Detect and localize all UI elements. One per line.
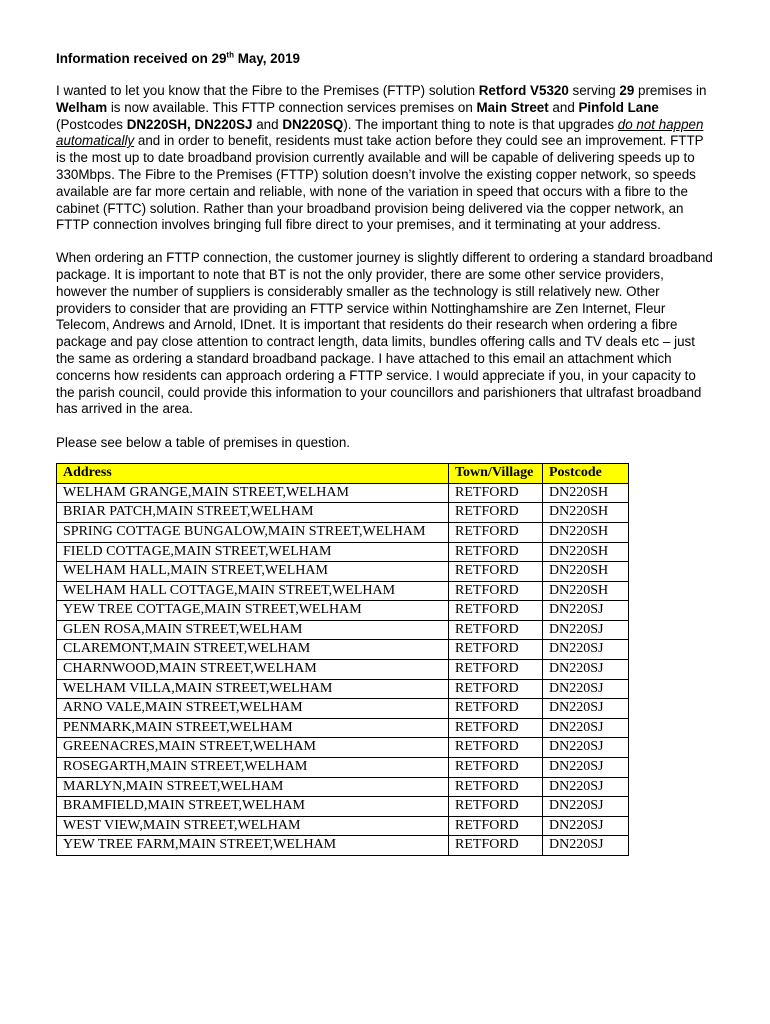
table-row <box>57 620 629 640</box>
table-row <box>57 836 629 856</box>
cell-postcode: DN220SJ <box>543 718 629 738</box>
text-run: (Postcodes <box>56 116 127 132</box>
cell-town-village: RETFORD <box>449 522 543 542</box>
document-heading <box>56 50 716 67</box>
table-row <box>57 522 629 542</box>
cell-address: CHARNWOOD,MAIN STREET,WELHAM <box>57 660 449 680</box>
table-row <box>57 581 629 601</box>
cell-address: WELHAM GRANGE,MAIN STREET,WELHAM <box>57 483 449 503</box>
bold-run: Pinfold Lane <box>578 99 659 115</box>
bold-run: Main Street <box>476 99 549 115</box>
table-row <box>57 601 629 621</box>
heading-text: Information received on 29 <box>56 51 227 66</box>
cell-address: WEST VIEW,MAIN STREET,WELHAM <box>57 816 449 836</box>
cell-town-village: RETFORD <box>449 562 543 582</box>
cell-town-village: RETFORD <box>449 601 543 621</box>
cell-address: YEW TREE FARM,MAIN STREET,WELHAM <box>57 836 449 856</box>
cell-town-village: RETFORD <box>449 483 543 503</box>
heading-tail: May, 2019 <box>233 51 300 66</box>
cell-postcode: DN220SH <box>543 562 629 582</box>
cell-town-village: RETFORD <box>449 797 543 817</box>
bold-run: DN220SH, DN220SJ <box>126 116 253 132</box>
premises-table-body <box>57 483 629 855</box>
cell-postcode: DN220SH <box>543 542 629 562</box>
text-run: and <box>548 99 579 115</box>
cell-address: PENMARK,MAIN STREET,WELHAM <box>57 718 449 738</box>
text-run: serving <box>568 83 620 98</box>
table-row <box>57 483 629 503</box>
table-row <box>57 738 629 758</box>
emphasis-run-text: do not happen automatically <box>56 116 704 149</box>
cell-town-village: RETFORD <box>449 758 543 778</box>
text-run: premises in <box>634 83 707 98</box>
cell-address: WELHAM HALL,MAIN STREET,WELHAM <box>57 562 449 582</box>
cell-address: WELHAM HALL COTTAGE,MAIN STREET,WELHAM <box>57 581 449 601</box>
bold-run: DN220SQ <box>282 116 344 132</box>
cell-postcode: DN220SJ <box>543 816 629 836</box>
header-address: Address <box>57 464 449 484</box>
header-postcode: Postcode <box>543 464 629 484</box>
cell-town-village: RETFORD <box>449 816 543 836</box>
cell-address: FIELD COTTAGE,MAIN STREET,WELHAM <box>57 542 449 562</box>
premises-table <box>56 463 629 856</box>
cell-address: BRIAR PATCH,MAIN STREET,WELHAM <box>57 503 449 523</box>
table-row <box>57 542 629 562</box>
table-row <box>57 562 629 582</box>
bold-run: Welham <box>56 99 108 115</box>
cell-town-village: RETFORD <box>449 777 543 797</box>
cell-town-village: RETFORD <box>449 640 543 660</box>
heading-ordinal-suffix: th <box>226 50 234 60</box>
cell-postcode: DN220SJ <box>543 699 629 719</box>
header-town-village: Town/Village <box>449 464 543 484</box>
cell-address: BRAMFIELD,MAIN STREET,WELHAM <box>57 797 449 817</box>
cell-address: YEW TREE COTTAGE,MAIN STREET,WELHAM <box>57 601 449 621</box>
text-run: is now available. This FTTP connection services premises on <box>107 99 477 115</box>
cell-town-village: RETFORD <box>449 581 543 601</box>
cell-town-village: RETFORD <box>449 542 543 562</box>
table-header-row <box>57 464 629 484</box>
cell-town-village: RETFORD <box>449 699 543 719</box>
cell-postcode: DN220SJ <box>543 679 629 699</box>
cell-town-village: RETFORD <box>449 738 543 758</box>
table-row <box>57 758 629 778</box>
text-run: and in order to benefit, residents must take action before they could see an improvement. FTTP is the most up to date broadband provision currently available and will be capable of delivering speeds up to 330Mbps. The Fibre to the Premises (FTTP) solution doesn’t involve the existing copper network, so speeds available are far more certain and reliable, with none of the variation in speed that occurs with a fibre to the cabinet (FTTC) solution. Rather than your broadband provision being delivered via the copper network, an FTTP connection involves bringing full fibre direct to your premises, and it terminating at your address. <box>56 133 704 233</box>
cell-postcode: DN220SJ <box>543 797 629 817</box>
cell-postcode: DN220SJ <box>543 601 629 621</box>
cell-town-village: RETFORD <box>449 660 543 680</box>
cell-address: MARLYN,MAIN STREET,WELHAM <box>57 777 449 797</box>
cell-town-village: RETFORD <box>449 836 543 856</box>
document-page <box>56 50 716 856</box>
cell-town-village: RETFORD <box>449 718 543 738</box>
paragraph-fttp-announcement <box>56 83 716 234</box>
cell-address: CLAREMONT,MAIN STREET,WELHAM <box>57 640 449 660</box>
cell-address: GLEN ROSA,MAIN STREET,WELHAM <box>57 620 449 640</box>
cell-town-village: RETFORD <box>449 620 543 640</box>
cell-town-village: RETFORD <box>449 679 543 699</box>
text-run: ). The important thing to note is that upgrades <box>343 116 618 132</box>
cell-postcode: DN220SH <box>543 581 629 601</box>
table-row <box>57 660 629 680</box>
table-row <box>57 503 629 523</box>
cell-address: GREENACRES,MAIN STREET,WELHAM <box>57 738 449 758</box>
table-row <box>57 797 629 817</box>
cell-postcode: DN220SJ <box>543 640 629 660</box>
cell-address: WELHAM VILLA,MAIN STREET,WELHAM <box>57 679 449 699</box>
cell-address: SPRING COTTAGE BUNGALOW,MAIN STREET,WELHAM <box>57 522 449 542</box>
bold-run: Retford V5320 <box>478 83 569 98</box>
cell-postcode: DN220SJ <box>543 660 629 680</box>
table-row <box>57 679 629 699</box>
cell-postcode: DN220SJ <box>543 777 629 797</box>
text-run: I wanted to let you know that the Fibre to the Premises (FTTP) solution <box>56 83 479 98</box>
bold-run: 29 <box>619 83 635 98</box>
table-row <box>57 718 629 738</box>
text-run: and <box>252 116 283 132</box>
cell-postcode: DN220SJ <box>543 738 629 758</box>
cell-address: ARNO VALE,MAIN STREET,WELHAM <box>57 699 449 719</box>
paragraph-ordering-guidance: When ordering an FTTP connection, the customer journey is slightly different to ordering a standard broadband package. It is important to note that BT is not the only provider, there are some other service providers, however the number of suppliers is considerably smaller as the technology is still relatively new. Other providers to consider that are providing an FTTP service within Nottinghamshire are Zen Internet, Fleur Telecom, Andrews and Arnold, IDnet. It is important that residents do their research when ordering a fibre package and pay close attention to contract length, data limits, bundles offering calls and TV deals etc – just the same as ordering a standard broadband package. I have attached to this email an attachment which concerns how residents can approach ordering a FTTP service. I would appreciate if you, in your capacity to the parish council, could provide this information to your councillors and parishioners that ultrafast broadband has arrived in the area. <box>56 250 713 417</box>
cell-town-village: RETFORD <box>449 503 543 523</box>
table-row <box>57 699 629 719</box>
table-row <box>57 640 629 660</box>
cell-postcode: DN220SH <box>543 483 629 503</box>
cell-postcode: DN220SJ <box>543 836 629 856</box>
table-row <box>57 816 629 836</box>
table-row <box>57 777 629 797</box>
cell-postcode: DN220SJ <box>543 758 629 778</box>
cell-postcode: DN220SH <box>543 522 629 542</box>
cell-postcode: DN220SJ <box>543 620 629 640</box>
cell-postcode: DN220SH <box>543 503 629 523</box>
cell-address: ROSEGARTH,MAIN STREET,WELHAM <box>57 758 449 778</box>
table-intro-text: Please see below a table of premises in question. <box>56 435 351 451</box>
